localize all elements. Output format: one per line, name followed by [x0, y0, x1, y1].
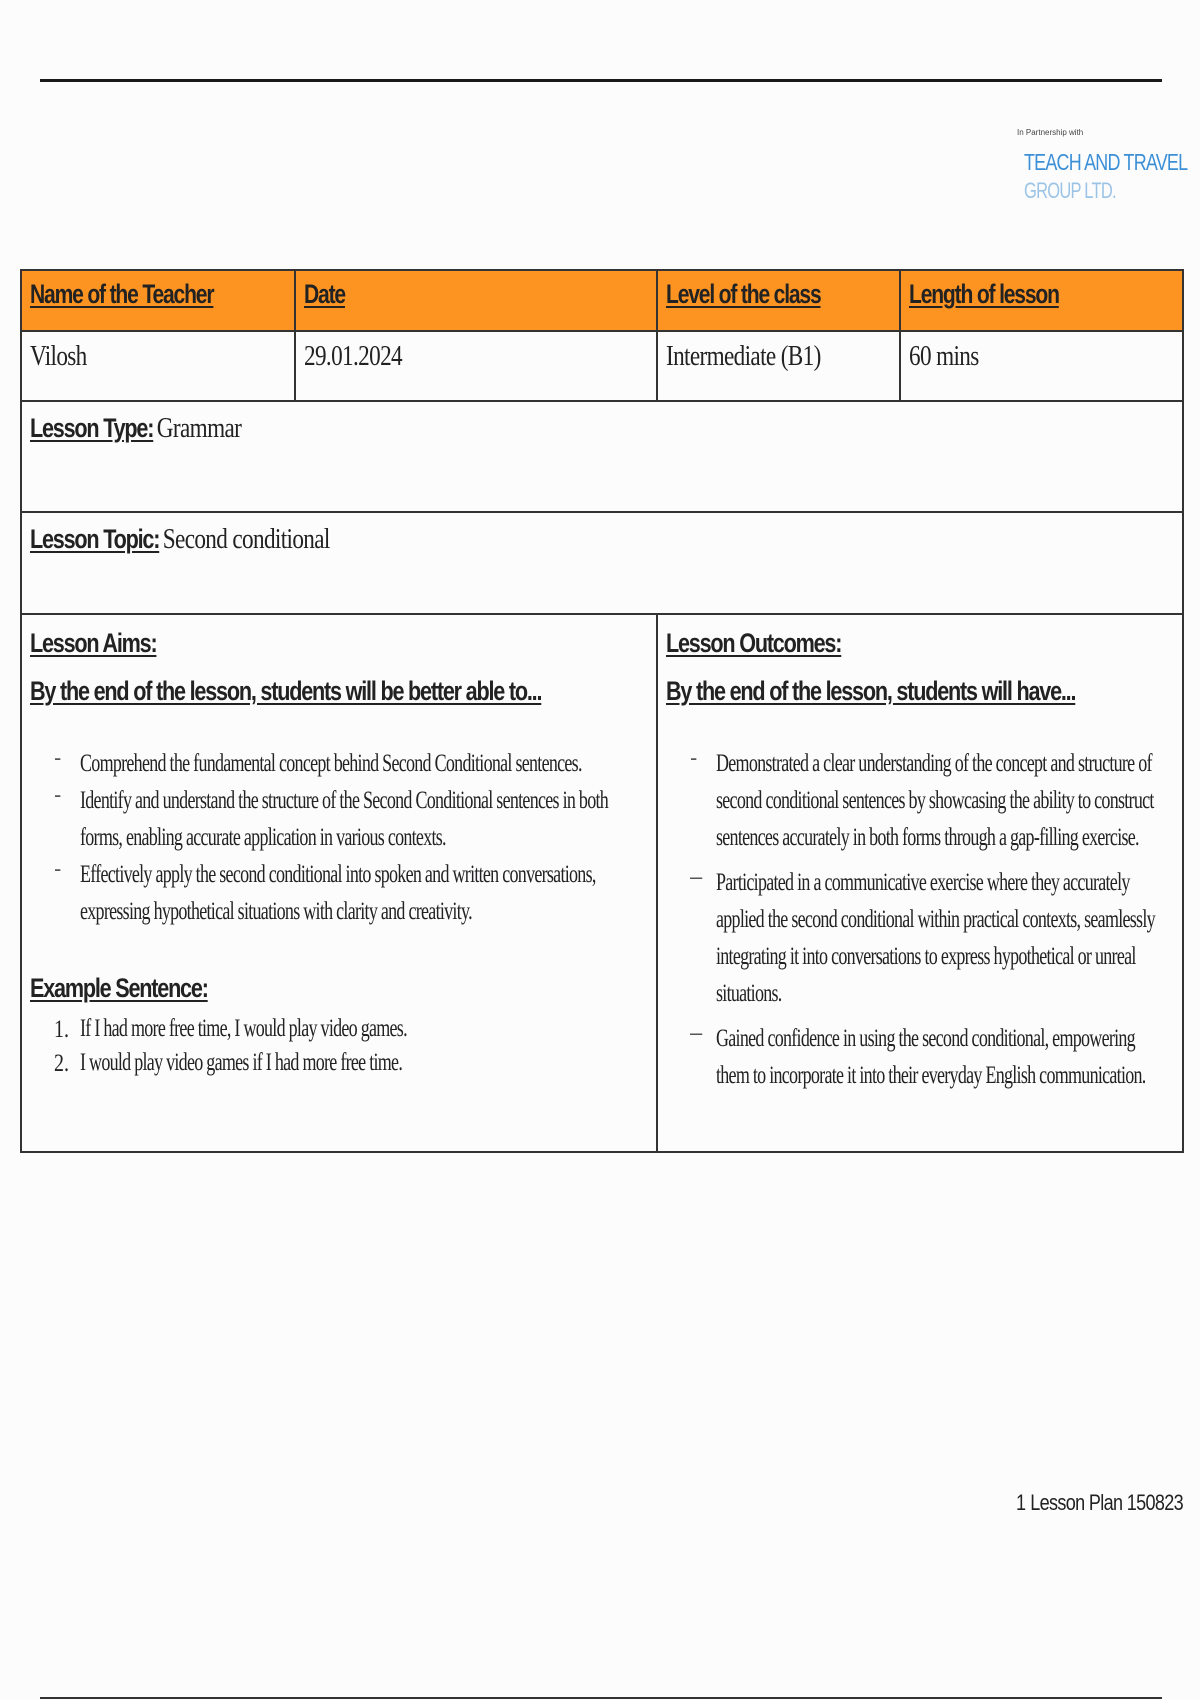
header-row	[22, 271, 1182, 332]
outcomes-column	[658, 615, 1200, 1151]
example-number: 2.	[54, 1050, 69, 1077]
bullet-dash: -	[54, 782, 62, 807]
list-item-text: expressing hypothetical situations with clarity and creativity.	[80, 898, 472, 925]
example-title: Example Sentence:	[30, 973, 208, 1003]
example-item	[30, 1046, 648, 1080]
list-item-text: Participated in a communicative exercise where they accurately	[716, 869, 1130, 896]
list-item-text: situations.	[716, 980, 782, 1007]
list-item-text: Identify and understand the structure of the Second Conditional sentences in both	[80, 787, 609, 814]
list-item-text: Effectively apply the second conditional into spoken and written conversations,	[80, 861, 596, 888]
aim-item	[30, 856, 648, 930]
list-item-text: them to incorporate it into their everyday English communication.	[716, 1062, 1146, 1089]
logo-line-2: GROUP LTD.	[1024, 178, 1116, 203]
aim-item	[30, 782, 648, 856]
list-item-text: forms, enabling accurate application in various contexts.	[80, 824, 446, 851]
aims-title: Lesson Aims:	[30, 628, 157, 658]
lesson-type-value: Grammar	[156, 412, 242, 444]
bullet-dash: -	[54, 745, 62, 770]
top-rule	[40, 79, 1162, 82]
outcomes-subtitle: By the end of the lesson, students will have...	[666, 676, 1076, 706]
outcome-item	[666, 1020, 1200, 1094]
lesson-topic-label: Lesson Topic:	[30, 524, 160, 554]
aims-column	[22, 615, 658, 1151]
header-cell-date: Date	[296, 271, 658, 330]
aim-item	[30, 745, 648, 782]
list-item-text: Gained confidence in using the second conditional, empowering	[716, 1025, 1135, 1052]
partner-logo	[1012, 128, 1188, 204]
lesson-date: 29.01.2024	[296, 332, 658, 400]
outcomes-list	[666, 745, 1200, 1094]
example-item	[30, 1012, 648, 1046]
partner-caption: In Partnership with	[1017, 128, 1084, 137]
bullet-dash: –	[690, 1020, 703, 1045]
aims-outcomes-row	[22, 615, 1182, 1151]
lesson-plan-table	[20, 269, 1184, 1153]
list-item-text: integrating it into conversations to express hypothetical or unreal	[716, 943, 1136, 970]
outcome-item	[666, 745, 1200, 856]
aims-subtitle: By the end of the lesson, students will be better able to...	[30, 676, 542, 706]
bullet-dash: –	[690, 864, 703, 889]
bottom-rule	[40, 1697, 1162, 1699]
example-list	[30, 1012, 648, 1080]
header-cell-level: Level of the class	[658, 271, 901, 330]
example-text: If I had more free time, I would play video games.	[80, 1015, 407, 1042]
header-cell-length: Length of lesson	[909, 279, 1059, 309]
list-item-text: Comprehend the fundamental concept behind Second Conditional sentences.	[80, 750, 582, 777]
lesson-topic-row	[22, 513, 1182, 615]
aims-list	[30, 745, 648, 930]
lesson-length: 60 mins	[909, 340, 979, 372]
example-number: 1.	[54, 1016, 69, 1043]
values-row	[22, 332, 1182, 402]
outcomes-title: Lesson Outcomes:	[666, 628, 842, 658]
footer-text: Lesson Plan 150823	[1030, 1490, 1183, 1515]
lesson-topic-value: Second conditional	[162, 523, 330, 555]
list-item-text: applied the second conditional within practical contexts, seamlessly	[716, 906, 1155, 933]
teacher-name: Vilosh	[22, 332, 296, 400]
header-cell-teacher: Name of the Teacher	[22, 271, 296, 330]
list-item-text: second conditional sentences by showcasing the ability to construct	[716, 787, 1154, 814]
page-number: 1	[1016, 1490, 1026, 1515]
class-level: Intermediate (B1)	[658, 332, 901, 400]
example-text: I would play video games if I had more free time.	[80, 1049, 403, 1076]
outcome-item	[666, 864, 1200, 1012]
lesson-type-row	[22, 402, 1182, 513]
bullet-dash: -	[690, 745, 698, 770]
list-item-text: Demonstrated a clear understanding of the concept and structure of	[716, 750, 1152, 777]
bullet-dash: -	[54, 856, 62, 881]
list-item-text: sentences accurately in both forms through a gap-filling exercise.	[716, 824, 1139, 851]
page-footer	[1016, 1490, 1183, 1516]
logo-line-1: TEACH AND TRAVEL	[1024, 149, 1188, 175]
lesson-type-label: Lesson Type:	[30, 413, 154, 443]
